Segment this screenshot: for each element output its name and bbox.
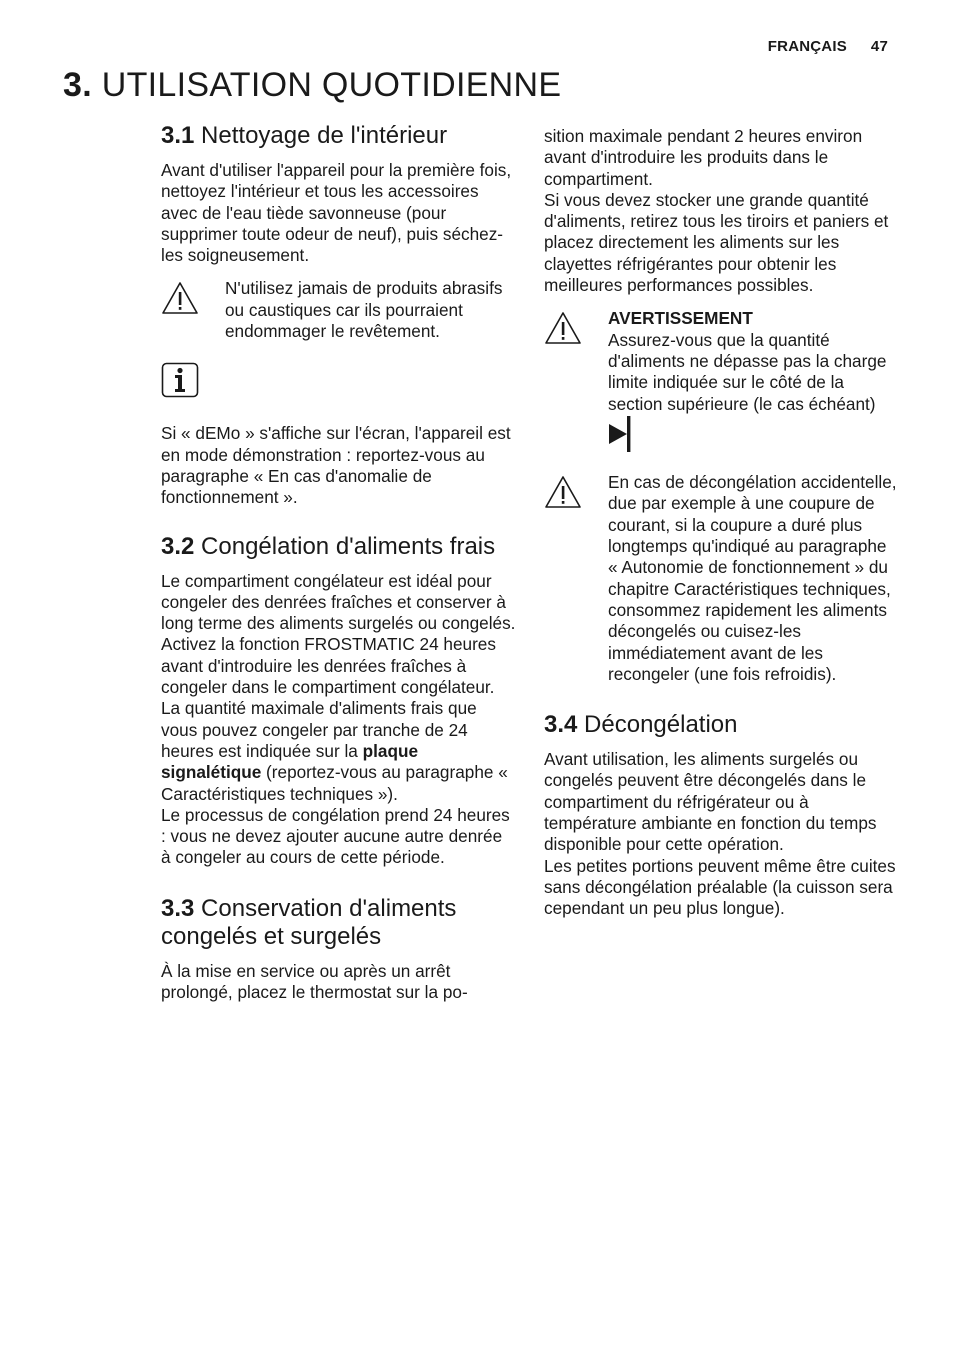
warning-triangle-icon [161, 280, 199, 316]
running-header [768, 38, 888, 55]
warning-text: En cas de décongélation accidentelle, due par exemple à une coupure de courant, si la coupure a duré plus longtemps qu'indiqué au paragraphe « Autonomie de fonctionnement » du chapitre Caractéristiques techniques, consommez rapidement les aliments décongelés ou cuisez-les immédiatement avant de les recongeler (une fois refroidis). [608, 472, 897, 684]
section-3-3-paragraph-2: Si vous devez stocker une grande quantité d'aliments, retirez tous les tiroirs et paniers et placez directement les aliments sur les clayettes réfrigérantes pour obtenir les meilleures performances possibles. [544, 189, 889, 296]
section-3-3-heading: 3.3 Conservation d'aliments congelés et surgelés [161, 894, 457, 950]
warning-notice-accidental-defrost [544, 472, 899, 685]
right-column [544, 126, 899, 920]
header-language: FRANÇAIS [767, 38, 847, 55]
section-3-3-paragraph-1-start: À la mise en service ou après un arrêt prolongé, placez le thermostat sur la po- [161, 960, 468, 1003]
section-3-1-paragraph: Avant d'utiliser l'appareil pour la première fois, nettoyez l'intérieur et tous les accessoires avec de l'eau tiède savonneuse (pour supprimer toute odeur de neuf), puis séchez-les soigneusement. [161, 160, 512, 266]
chapter-number: 3. [63, 66, 92, 104]
warning-triangle-icon [544, 310, 582, 346]
warning-heading: AVERTISSEMENT [608, 308, 753, 329]
warning-triangle-icon [544, 474, 582, 510]
left-column [161, 122, 516, 1003]
section-3-4-paragraph-2: Les petites portions peuvent même être cuites sans décongélation préalable (la cuisson sera cependant un peu plus longue). [544, 855, 896, 919]
section-3-2-paragraph-3: La quantité maximale d'aliments frais que vous pouvez congeler par tranche de 24 heures est indiquée sur la plaque signalétique (reportez-vous au paragraphe « Caractéristiques techniques »). [161, 698, 508, 804]
info-text: Si « dEMo » s'affiche sur l'écran, l'appareil est en mode démonstration : reportez-vous au paragraphe « En cas d'anomalie de fonctionnement ». [161, 423, 511, 508]
section-3-2-heading: 3.2 Congélation d'aliments frais [161, 532, 496, 560]
info-icon [161, 362, 199, 398]
section-3-3-paragraph-1-end: sition maximale pendant 2 heures environ avant d'introduire les produits dans le compartiment. [544, 126, 863, 189]
section-3-4-paragraph-1: Avant utilisation, les aliments surgelés ou congelés peuvent être décongelés dans le compartiment du réfrigérateur ou à température ambiante en fonction du temps disponible pour cette opération. [544, 749, 877, 855]
section-3-2-paragraph-1: Le compartiment congélateur est idéal pour congeler des denrées fraîches et conserver à long terme des aliments surgelés ou congelés. [161, 570, 516, 634]
warning-text: Assurez-vous que la quantité d'aliments ne dépasse pas la charge limite indiquée sur le côté de la section supérieure (le cas échéant) [608, 329, 887, 414]
section-3-4-heading: 3.4 Décongélation [544, 711, 738, 739]
chapter-title [63, 66, 561, 105]
section-3-2-paragraph-4: Le processus de congélation prend 24 heures : vous ne devez ajouter aucune autre denrée à congeler au cours de cette période. [161, 804, 510, 868]
chapter-title-text: UTILISATION QUOTIDIENNE [101, 66, 562, 104]
info-notice-demo-mode [161, 362, 516, 508]
load-limit-marker-icon [608, 415, 632, 453]
rating-plate-term: plaque signalétique [161, 740, 418, 783]
section-3-2-paragraph-2: Activez la fonction FROSTMATIC 24 heures avant d'introduire les denrées fraîches à congeler dans le compartiment congélateur. [161, 634, 496, 698]
page-number: 47 [870, 38, 888, 55]
warning-notice-abrasives [161, 278, 516, 342]
section-3-1-heading: 3.1 Nettoyage de l'intérieur [161, 122, 448, 149]
warning-text: N'utilisez jamais de produits abrasifs ou caustiques car ils pourraient endommager le revêtement. [225, 278, 503, 342]
warning-notice-load-limit [544, 308, 899, 454]
